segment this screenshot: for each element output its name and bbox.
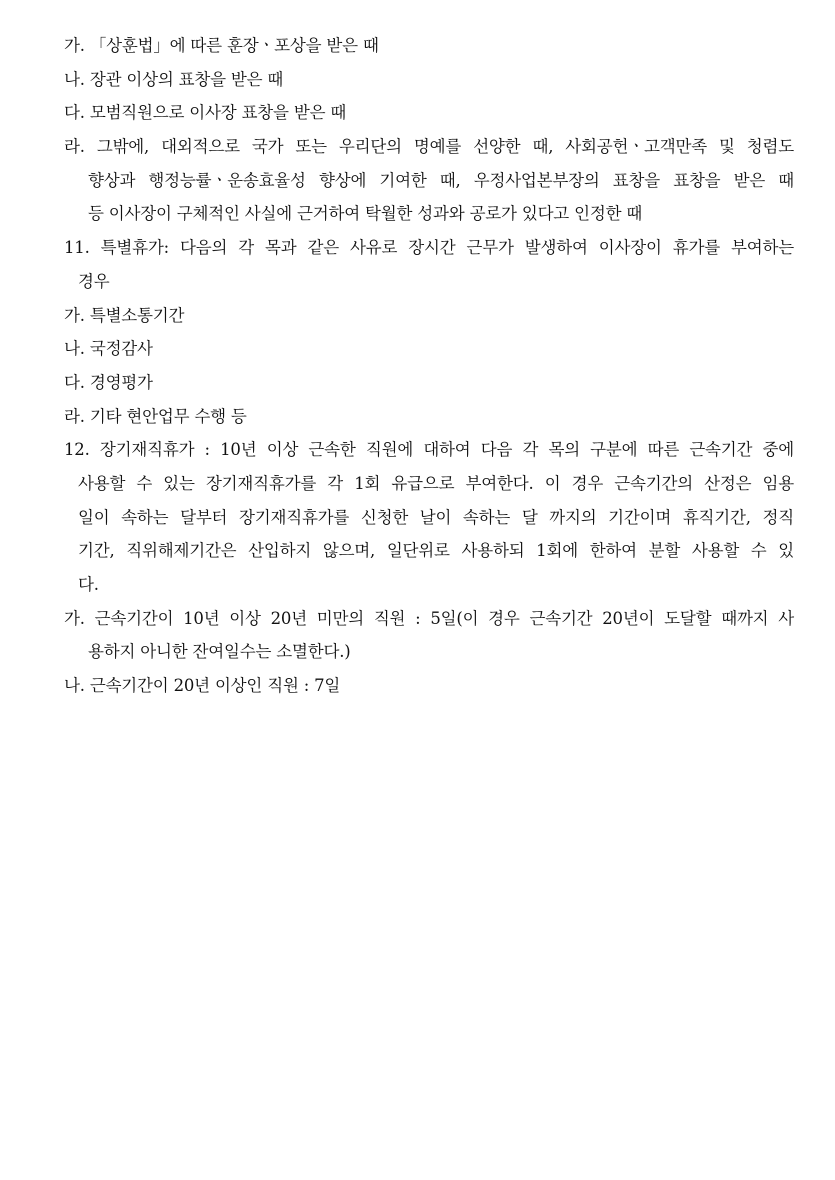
section-11-special-leave-line1: 11. 특별휴가: 다음의 각 목과 같은 사유로 장시간 근무가 발생하여 이사장이 휴가를 부여하는	[64, 238, 794, 257]
item-na-audit: 나. 국정감사	[64, 339, 153, 358]
item-ra-other-line2: 향상과 행정능률ㆍ운송효율성 향상에 기여한 때, 우정사업본부장의 표창을 표창을 받은 때	[88, 171, 794, 190]
item-ga-medal: 가. 「상훈법」에 따른 훈장ㆍ포상을 받은 때	[64, 36, 379, 55]
item-ra-other-line3: 등 이사장이 구체적인 사실에 근거하여 탁월한 성과와 공로가 있다고 인정한 때	[88, 204, 643, 223]
item-ra-other-line1: 라. 그밖에, 대외적으로 국가 또는 우리단의 명예를 선양한 때, 사회공헌ㆍ고객만족 및 청렴도	[64, 137, 794, 156]
item-na-over-20-years: 나. 근속기간이 20년 이상인 직원 : 7일	[64, 676, 341, 695]
section-12-long-service-line3: 일이 속하는 달부터 장기재직휴가를 신청한 날이 속하는 달 까지의 기간이며 휴직기간, 정직	[78, 508, 794, 527]
item-ga-10-to-20-years-line1: 가. 근속기간이 10년 이상 20년 미만의 직원 : 5일(이 경우 근속기간 20년이 도달할 때까지 사	[64, 609, 794, 628]
item-ga-communication-period: 가. 특별소통기간	[64, 306, 185, 325]
section-12-long-service-line5: 다.	[78, 575, 99, 594]
section-12-long-service-line4: 기간, 직위해제기간은 산입하지 않으며, 일단위로 사용하되 1회에 한하여 분할 사용할 수 있	[78, 541, 794, 560]
section-12-long-service-line1: 12. 장기재직휴가 : 10년 이상 근속한 직원에 대하여 다음 각 목의 구분에 따른 근속기간 중에	[64, 440, 794, 459]
section-11-special-leave-line2: 경우	[78, 272, 110, 291]
section-12-long-service-line2: 사용할 수 있는 장기재직휴가를 각 1회 유급으로 부여한다. 이 경우 근속기간의 산정은 임용	[78, 474, 794, 493]
item-ga-10-to-20-years-line2: 용하지 아니한 잔여일수는 소멸한다.)	[88, 642, 351, 661]
item-da-evaluation: 다. 경영평가	[64, 373, 153, 392]
item-da-model-employee: 다. 모범직원으로 이사장 표창을 받은 때	[64, 103, 347, 122]
item-na-minister-award: 나. 장관 이상의 표창을 받은 때	[64, 70, 284, 89]
item-ra-other-tasks: 라. 기타 현안업무 수행 등	[64, 407, 247, 426]
